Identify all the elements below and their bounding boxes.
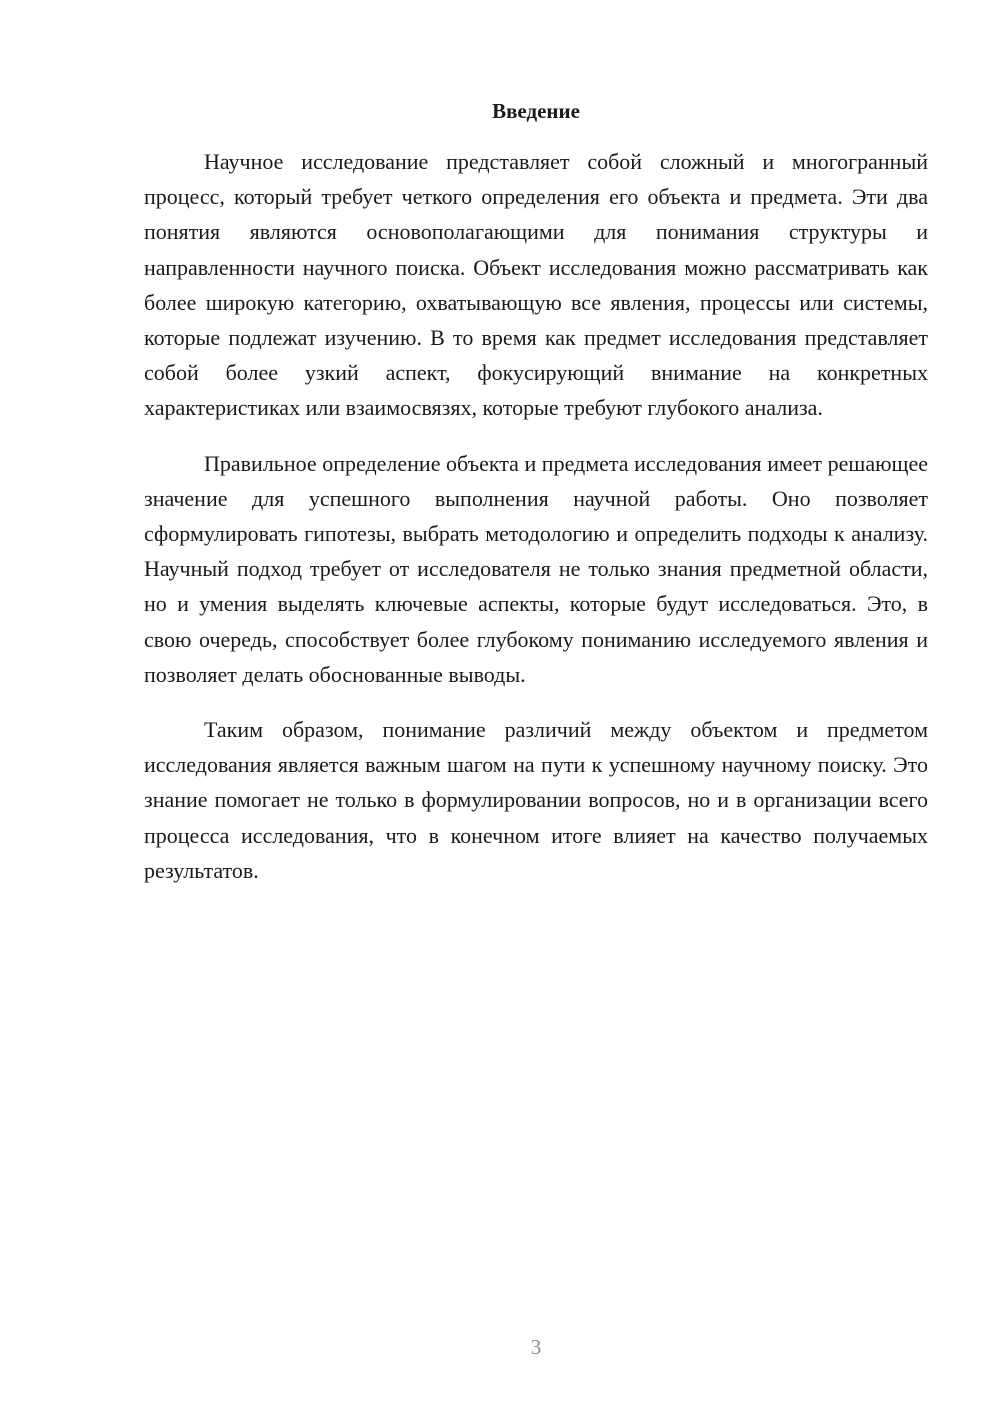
page-content — [144, 97, 928, 888]
section-heading — [144, 97, 928, 125]
section-heading-text: Введение — [492, 99, 580, 123]
paragraph-1: Научное исследование представляет собой сложный и многогранный процесс, который требует четкого определения его объекта и предмета. Эти два понятия являются основополагающими для понимания структуры и направленности научного поиска. Объект исследования можно рассматривать как более широкую категорию, охватывающую все явления, процессы или системы, которые подлежат изучению. В то время как предмет исследования представляет собой более узкий аспект, фокусирующий внимание на конкретных характеристиках или взаимосвязях, которые требуют глубокого анализа. — [144, 149, 928, 421]
page-number: 3 — [530, 1335, 542, 1359]
paragraph-2: Правильное определение объекта и предмета исследования имеет решающее значение для успешного выполнения научной работы. Оно позволяет сформулировать гипотезы, выбрать методологию и определить подходы к анализу. Научный подход требует от исследователя не только знания предметной области, но и умения выделять ключевые аспекты, которые будут исследоваться. Это, в свою очередь, способствует более глубокому пониманию исследуемого явления и позволяет делать обоснованные выводы. — [144, 450, 928, 687]
paragraph-3: Таким образом, понимание различий между объектом и предметом исследования является важным шагом на пути к успешному научному поиску. Это знание помогает не только в формулировании вопросов, но и в организации всего процесса исследования, что в конечном итоге влияет на качество получаемых результатов. — [144, 717, 928, 883]
